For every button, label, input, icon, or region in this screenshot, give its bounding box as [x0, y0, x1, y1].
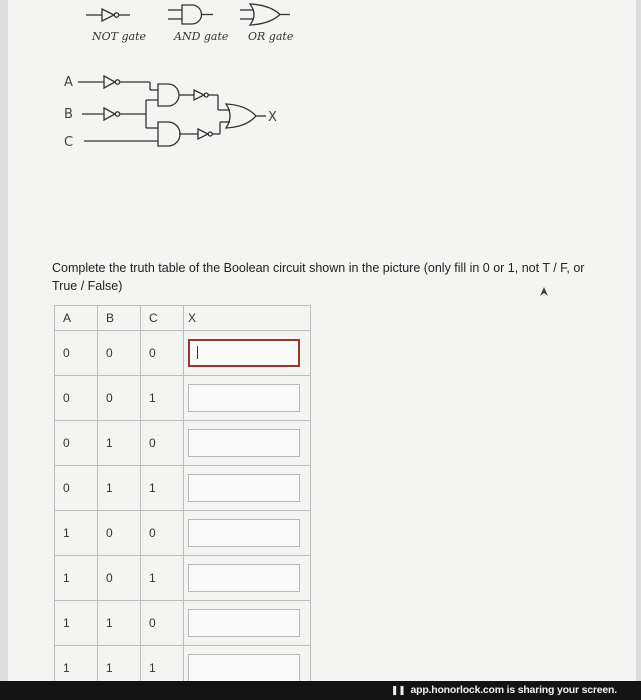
cell-b: 1	[98, 646, 141, 691]
answer-input-row-8[interactable]	[188, 654, 300, 682]
cell-a: 1	[55, 511, 98, 556]
cell-x	[184, 421, 311, 466]
cell-b: 0	[98, 376, 141, 421]
legend-not-gate-symbol	[86, 9, 130, 21]
legend-not-label: NOT gate	[92, 30, 147, 43]
truth-table	[54, 305, 311, 691]
cell-a: 1	[55, 646, 98, 691]
cell-c: 1	[141, 646, 184, 691]
table-row	[55, 331, 311, 376]
cell-b: 1	[98, 421, 141, 466]
share-banner-text: app.honorlock.com is sharing your screen.	[410, 684, 617, 696]
cell-a: 1	[55, 601, 98, 646]
header-a: A	[55, 306, 98, 331]
not-gate-lower-output	[198, 129, 208, 139]
and-gate-lower	[158, 122, 180, 146]
cell-c: 1	[141, 466, 184, 511]
input-b-label: B	[64, 107, 73, 122]
cell-c: 0	[141, 331, 184, 376]
cell-a: 0	[55, 466, 98, 511]
or-gate	[226, 104, 256, 128]
cell-c: 1	[141, 556, 184, 601]
answer-input-row-5[interactable]	[188, 519, 300, 547]
answer-wrapper	[188, 339, 306, 367]
legend-and-gate-symbol	[168, 5, 213, 24]
answer-input-row-7[interactable]	[188, 609, 300, 637]
not-gate-a	[78, 76, 120, 88]
input-a-label: A	[64, 75, 73, 90]
cell-c: 1	[141, 376, 184, 421]
cell-b: 0	[98, 556, 141, 601]
cell-x	[184, 556, 311, 601]
not-gate-upper-output	[194, 90, 204, 100]
cell-b: 1	[98, 466, 141, 511]
cell-x	[184, 466, 311, 511]
cell-a: 0	[55, 331, 98, 376]
cell-x	[184, 511, 311, 556]
cell-c: 0	[141, 601, 184, 646]
table-header-row	[55, 306, 311, 331]
legend-or-label: OR gate	[248, 30, 294, 43]
mouse-cursor-icon	[538, 286, 550, 298]
cell-x	[184, 376, 311, 421]
screen-share-banner	[0, 681, 641, 700]
cell-b: 0	[98, 511, 141, 556]
answer-input-row-2[interactable]	[188, 384, 300, 412]
header-b: B	[98, 306, 141, 331]
cell-c: 0	[141, 511, 184, 556]
table-row	[55, 421, 311, 466]
cell-a: 1	[55, 556, 98, 601]
question-text: Complete the truth table of the Boolean circuit shown in the picture (only fill in 0 or 1, not T / F, or True / False)	[52, 261, 585, 293]
header-x: X	[184, 306, 311, 331]
cell-b: 0	[98, 331, 141, 376]
and-gate-upper	[158, 84, 179, 106]
table-row	[55, 376, 311, 421]
cell-a: 0	[55, 421, 98, 466]
table-row	[55, 466, 311, 511]
table-row	[55, 556, 311, 601]
header-c: C	[141, 306, 184, 331]
table-row	[55, 601, 311, 646]
circuit-diagram	[8, 0, 636, 240]
legend-or-gate-symbol	[240, 4, 290, 25]
legend-and-label: AND gate	[174, 30, 229, 43]
answer-input-row-6[interactable]	[188, 564, 300, 592]
cell-a: 0	[55, 376, 98, 421]
table-row	[55, 511, 311, 556]
answer-input-row-3[interactable]	[188, 429, 300, 457]
cell-b: 1	[98, 601, 141, 646]
answer-input-row-1[interactable]	[188, 339, 300, 367]
share-banner-content	[391, 684, 617, 696]
quiz-page	[8, 0, 636, 700]
pause-icon[interactable]: ❚❚	[390, 685, 406, 695]
output-x-label: X	[268, 110, 277, 125]
answer-input-row-4[interactable]	[188, 474, 300, 502]
cell-x	[184, 331, 311, 376]
not-gate-b	[82, 108, 120, 120]
cell-c: 0	[141, 421, 184, 466]
text-caret	[197, 346, 198, 359]
input-c-label: C	[64, 135, 74, 150]
cell-x	[184, 601, 311, 646]
